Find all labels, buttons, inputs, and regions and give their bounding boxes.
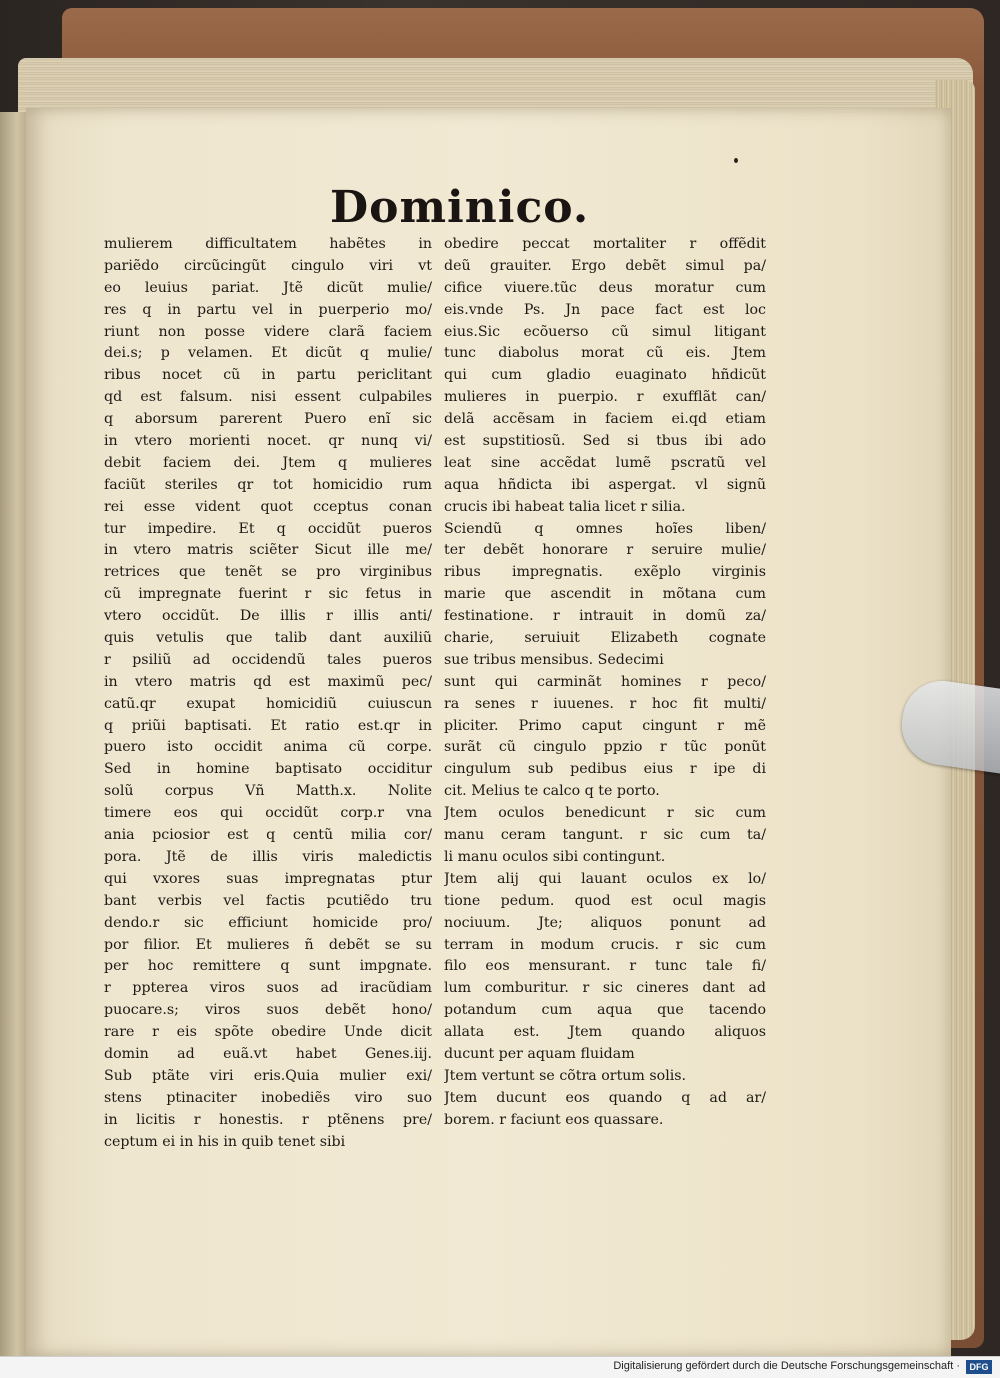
left-leaf [0, 112, 28, 1356]
text-line: manu ceram tangunt. r sic cum ta/ [444, 827, 766, 844]
text-line: tione pedum. quod est ocul magis [444, 892, 766, 909]
text-line: crucis ibi habeat talia licet r silia. [444, 498, 686, 515]
text-line: est supstitiosũ. Sed si tbus ibi ado [444, 433, 766, 450]
text-line: marie que ascendit in mõtana cum [444, 586, 766, 603]
text-line: in licitis r honestis. r ptẽnens pre/ [104, 1111, 432, 1128]
text-line: Jtem vertunt se cõtra ortum solis. [444, 1067, 687, 1084]
text-line: timere eos qui occidũt corp.r vna [104, 805, 432, 822]
text-line: cit. Melius te calco q te porto. [444, 783, 660, 800]
text-line: r psiliũ ad occidendũ tales pueros [104, 651, 432, 668]
text-line: stens ptinaciter inobediẽs viro suo [104, 1089, 432, 1106]
text-line: faciũt steriles qr tot homicidio rum [104, 476, 432, 493]
text-line: cũ impregnate fuerint r sic fetus in [104, 586, 432, 603]
text-line: qui vxores suas impregnatas ptur [104, 870, 432, 887]
text-line: res q in partu vel in puerperio mo/ [104, 301, 432, 318]
text-line: domin ad euã.vt habet Genes.iij. [104, 1045, 432, 1062]
text-line: Sed in homine baptisato occiditur [104, 761, 432, 778]
text-column-left [104, 234, 432, 1153]
text-line: puocare.s; viros suos debẽt hono/ [104, 1002, 432, 1019]
text-line: qd est falsum. nisi essent culpabiles [104, 389, 432, 406]
text-line: q priũi baptisati. Et ratio est.qr in [104, 717, 432, 734]
footer-bar [0, 1356, 1000, 1378]
text-line: surãt cũ cingulo ppzio r tũc ponũt [444, 739, 766, 756]
text-line: potandum cum aqua que tacendo [444, 1002, 766, 1019]
text-line: li manu oculos sibi contingunt. [444, 848, 666, 865]
text-line: ania pciosior est q centũ milia cor/ [104, 827, 432, 844]
text-line: r ppterea viros suos ad iracũdiam [104, 980, 432, 997]
text-line: rei esse vident quot cceptus conan [104, 498, 432, 515]
text-line: lum comburitur. r sic cineres dant ad [444, 980, 766, 997]
text-line: ra senes r iuuenes. r hoc fit multi/ [444, 695, 766, 712]
text-column-right [444, 234, 766, 1132]
text-line: nociuum. Jte; aliquos ponunt ad [444, 914, 766, 931]
text-line: delã accẽsam in faciem ei.qd etiam [444, 411, 766, 428]
text-line: Jtem ducunt eos quando q ad ar/ [444, 1089, 766, 1106]
text-line: cifice viuere.tũc deus moratur cum [444, 279, 766, 296]
text-line: in vtero morienti nocet. qr nunq vi/ [104, 433, 432, 450]
text-line: solũ corpus Vñ Matth.x. Nolite [104, 783, 432, 800]
text-line: obedire peccat mortaliter r offẽdit [444, 236, 766, 252]
text-line: rare r eis spõte obedire Unde dicit [104, 1024, 432, 1041]
text-line: borem. r faciunt eos quassare. [444, 1111, 664, 1128]
text-line: leat sine accẽdat lumẽ pscratũ vel [444, 454, 766, 471]
text-line: in vtero matris qd est maximũ pec/ [104, 673, 432, 690]
text-line: aqua hñdicta ibi aspergat. vl signũ [444, 476, 766, 493]
funding-notice: Digitalisierung gefördert durch die Deutsche Forschungsgemeinschaft · [613, 1360, 960, 1372]
text-line: terram in modum crucis. r sic cum [444, 936, 766, 953]
text-line: eo leuius pariat. Jtẽ dicũt mulie/ [104, 279, 432, 296]
text-line: pariẽdo circũcingũt cingulo viri vt [104, 257, 432, 274]
text-line: allata est. Jtem quando aliquos [444, 1024, 766, 1041]
text-line: catũ.qr exupat homicidiũ cuiuscun [104, 695, 432, 712]
text-line: ribus impregnatis. exẽplo virginis [444, 564, 766, 581]
text-line: puero isto occidit anima cũ corpe. [104, 739, 432, 756]
text-line: Jtem oculos benedicunt r sic cum [444, 805, 766, 822]
text-line: ceptum ei in his in quib tenet sibi [104, 1133, 346, 1150]
dfg-logo: DFG [966, 1360, 992, 1374]
text-line: deũ grauiter. Ergo debẽt simul pa/ [444, 257, 766, 274]
text-line: Jtem alij qui lauant oculos ex lo/ [444, 870, 766, 887]
text-line: sunt qui carminãt homines r peco/ [444, 673, 766, 690]
text-line: ribus nocet cũ in partu periclitant [104, 367, 432, 384]
text-line: tunc diabolus morat cũ eis. Jtem [444, 345, 766, 362]
ink-spot [734, 158, 738, 163]
text-line: Sub ptãte viri eris.Quia mulier exi/ [104, 1067, 432, 1084]
text-line: dendo.r sic efficiunt homicide pro/ [104, 914, 432, 931]
text-line: pliciter. Primo caput cingunt r mẽ [444, 717, 766, 734]
text-line: eis.vnde Ps. Jn pace fact est loc [444, 301, 766, 318]
text-line: por filior. Et mulieres ñ debẽt se su [104, 936, 432, 953]
text-line: qui cum gladio euaginato hñdicũt [444, 367, 766, 384]
text-line: dei.s; p velamen. Et dicũt q mulie/ [104, 345, 432, 362]
page-heading: Dominico. [330, 182, 590, 233]
text-line: vtero occidũt. De illis r illis anti/ [104, 608, 432, 625]
text-line: filo eos mensurant. r tunc tale fi/ [444, 958, 766, 975]
text-line: debit faciem dei. Jtem q mulieres [104, 454, 432, 471]
text-line: ter debẽt honorare r seruire mulie/ [444, 542, 766, 559]
text-line: per hoc remittere q sunt impgnate. [104, 958, 432, 975]
text-line: charie, seruiuit Elizabeth cognate [444, 630, 766, 647]
text-line: riunt non posse videre clarã faciem [104, 323, 432, 340]
text-line: ducunt per aquam fluidam [444, 1045, 635, 1062]
text-line: festinatione. r intrauit in domũ za/ [444, 608, 766, 625]
text-line: eius.Sic ecõuerso cũ simul litigant [444, 323, 766, 340]
text-line: mulierem difficultatem habẽtes in [104, 236, 432, 252]
text-line: cingulum sub pedibus eius r ipe di [444, 761, 766, 778]
text-line: bant verbis vel factis pcutiẽdo tru [104, 892, 432, 909]
text-line: pora. Jtẽ de illis viris maledictis [104, 848, 432, 865]
text-line: mulieres in puerpio. r exufflãt can/ [444, 389, 766, 406]
text-line: retrices que tenẽt se pro virginibus [104, 564, 432, 581]
text-line: in vtero matris sciẽter Sicut ille me/ [104, 542, 432, 559]
text-line: Sciendũ q omnes hoĩes liben/ [444, 520, 766, 537]
text-line: quis vetulis que talib dant auxiliũ [104, 630, 432, 647]
text-line: tur impedire. Et q occidũt pueros [104, 520, 432, 537]
text-line: q aborsum parerent Puero enĩ sic [104, 411, 432, 428]
text-line: sue tribus mensibus. Sedecimi [444, 651, 664, 668]
